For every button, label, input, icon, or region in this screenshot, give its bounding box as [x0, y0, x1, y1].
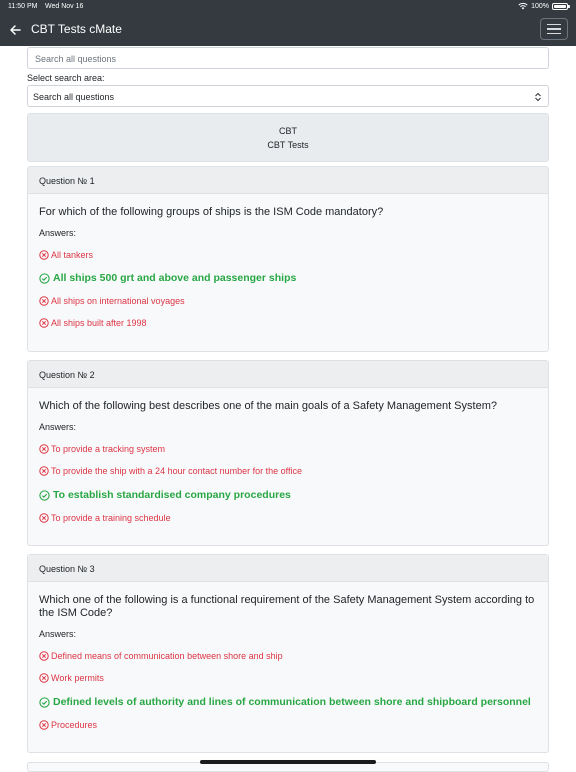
answer-item: All tankers: [39, 250, 93, 260]
search-input[interactable]: Search all questions: [27, 47, 549, 69]
answer-item: All ships built after 1998: [39, 318, 147, 328]
question-text: For which of the following groups of ships is the ISM Code mandatory?: [39, 206, 384, 218]
category-banner: [27, 113, 549, 162]
navbar: [0, 14, 576, 46]
question-card: [27, 554, 549, 753]
x-circle-icon: [39, 296, 49, 306]
chevron-up-down-icon: [534, 92, 542, 102]
x-circle-icon: [39, 318, 49, 328]
question-header: Question № 1: [28, 167, 548, 194]
search-area-select[interactable]: [27, 85, 549, 107]
search-area-selected: Search all questions: [33, 92, 115, 102]
question-header: Question № 3: [28, 555, 548, 582]
home-indicator[interactable]: [200, 760, 376, 764]
x-circle-icon: [39, 513, 49, 523]
answer-item: Defined means of communication between shore and ship: [39, 651, 283, 661]
answer-item: To provide a tracking system: [39, 444, 165, 454]
answer-item-correct: To establish standardised company procedures: [39, 489, 291, 501]
x-circle-icon: [39, 651, 49, 661]
answer-item-correct: All ships 500 grt and above and passenger ships: [39, 272, 296, 284]
answer-item: All ships on international voyages: [39, 296, 185, 306]
search-area-label: Select search area:: [27, 73, 105, 83]
hamburger-menu-icon: [547, 24, 561, 26]
arrow-left-icon[interactable]: [8, 23, 22, 37]
menu-toggle-button[interactable]: [540, 18, 568, 40]
wifi-icon: [518, 2, 528, 10]
app-title: CBT Tests cMate: [31, 22, 122, 36]
answers-label: Answers:: [39, 228, 77, 238]
answers-label: Answers:: [39, 422, 77, 432]
answer-item: To provide a training schedule: [39, 513, 171, 523]
check-circle-icon: [39, 697, 50, 708]
x-circle-icon: [39, 444, 49, 454]
question-text: Which one of the following is a functional requirement of the Safety Management System according to the ISM Code?: [39, 594, 535, 619]
question-card: [27, 166, 549, 352]
x-circle-icon: [39, 466, 49, 476]
battery-percent: 100%: [531, 2, 549, 10]
banner-title: CBT: [279, 126, 297, 136]
answer-item: To provide the ship with a 24 hour contact number for the office: [39, 466, 302, 476]
answer-item-correct: Defined levels of authority and lines of communication between shore and shipboard personnel: [39, 696, 531, 708]
status-time: 11:50 PM: [8, 3, 38, 10]
answer-item: Procedures: [39, 720, 97, 730]
banner-subtitle: CBT Tests: [267, 140, 309, 150]
question-card: [27, 360, 549, 546]
answer-item: Work permits: [39, 673, 104, 683]
status-date: Wed Nov 16: [45, 3, 84, 10]
question-header: Question № 2: [28, 361, 548, 388]
status-bar: [0, 0, 576, 14]
question-text: Which of the following best describes one of the main goals of a Safety Management System?: [39, 400, 497, 412]
check-circle-icon: [39, 273, 50, 284]
answers-label: Answers:: [39, 629, 77, 639]
battery-icon: [552, 3, 568, 10]
x-circle-icon: [39, 250, 49, 260]
check-circle-icon: [39, 490, 50, 501]
x-circle-icon: [39, 720, 49, 730]
x-circle-icon: [39, 673, 49, 683]
